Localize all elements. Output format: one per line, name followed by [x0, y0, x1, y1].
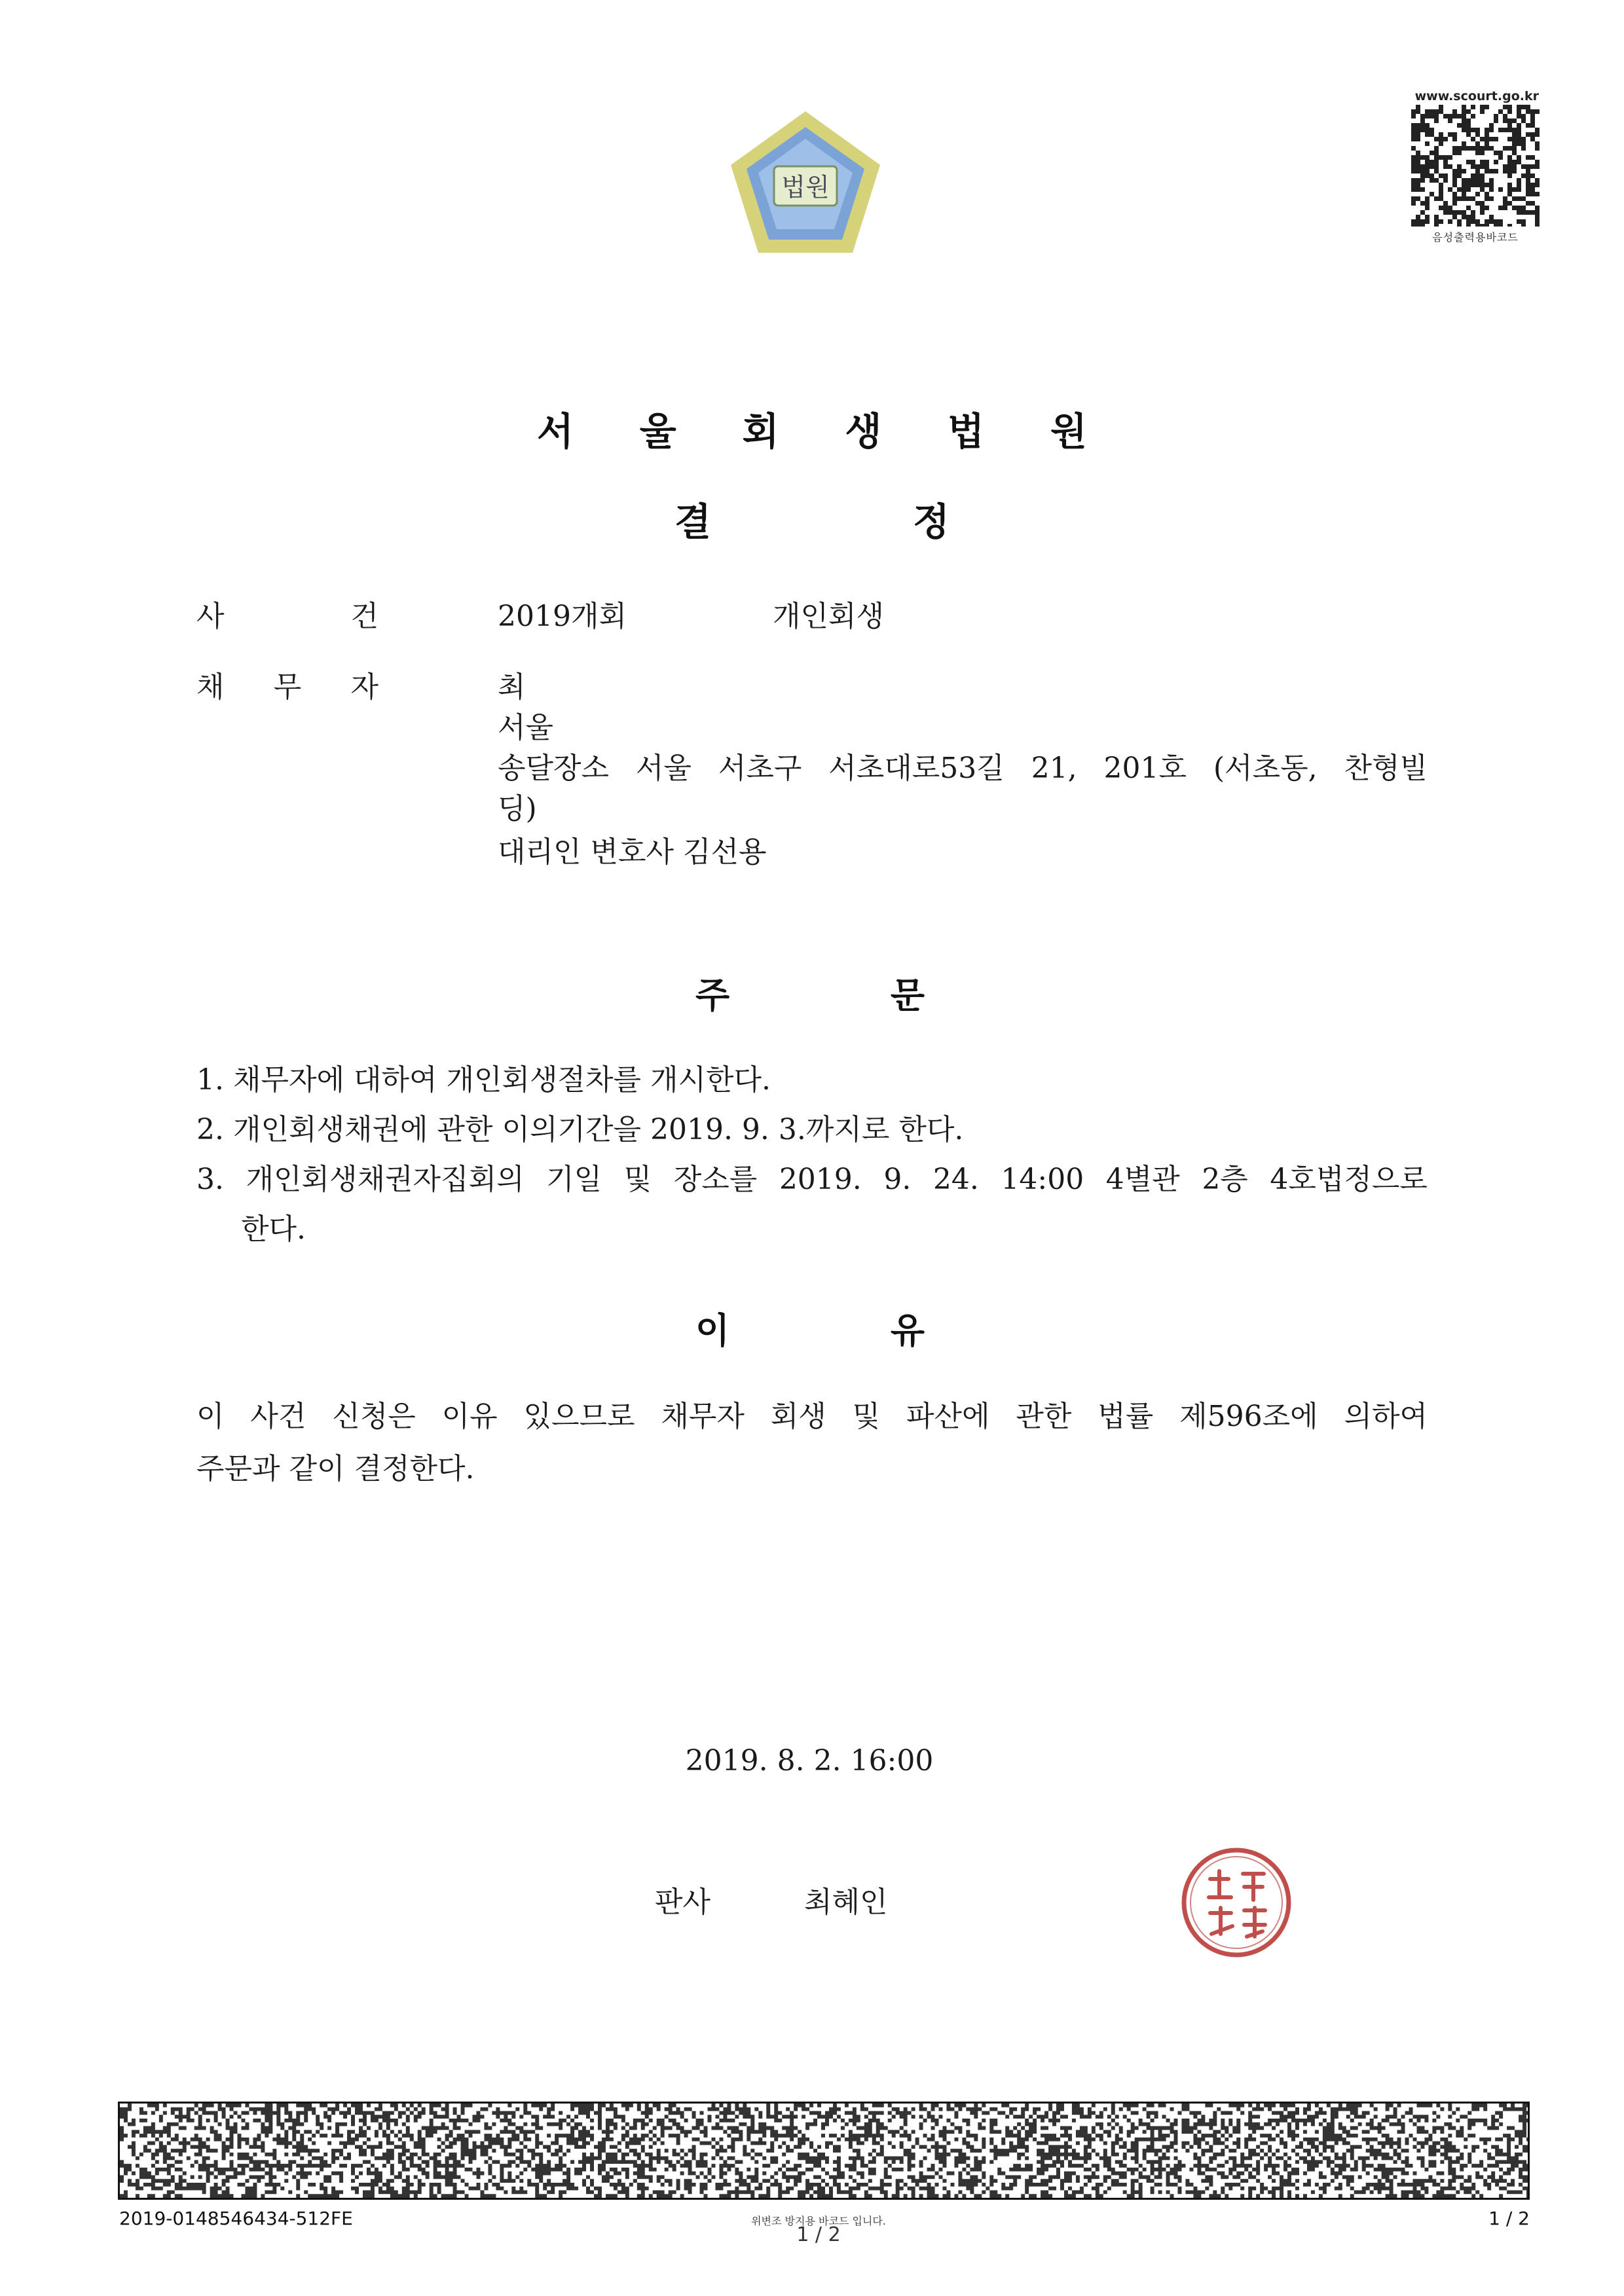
debtor-label — [196, 668, 378, 707]
reason-heading-char: 유 — [890, 1310, 925, 1351]
order-word: 4별관 — [1105, 1163, 1180, 1196]
emblem-text: 법원 — [781, 173, 830, 202]
reason-heading-char: 이 — [695, 1310, 730, 1351]
order-word: 9. — [883, 1163, 912, 1196]
delivery-address-line1 — [498, 749, 1428, 788]
reason-word: 및 — [852, 1400, 881, 1433]
reason-word: 제596조에 — [1179, 1400, 1318, 1433]
order-heading-char: 문 — [890, 975, 925, 1016]
order-word: 2층 — [1202, 1163, 1248, 1196]
court-name-char: 법 — [948, 409, 985, 454]
order-item-3-continued: 한다. — [241, 1212, 306, 1246]
document-id: 2019-0148546434-512FE — [119, 2208, 353, 2229]
case-label-char: 건 — [350, 600, 378, 633]
debtor-label-char: 무 — [273, 670, 302, 704]
case-label-char: 사 — [196, 600, 225, 633]
reason-word: 법률 — [1098, 1400, 1154, 1433]
case-type: 개인회생 — [773, 600, 885, 633]
debtor-city: 서울 — [498, 711, 554, 744]
legal-agent: 대리인 변호사 김선용 — [498, 835, 767, 869]
order-word: 24. — [932, 1163, 979, 1196]
barcode-note: 위변조 방지용 바코드 입니다. — [751, 2215, 886, 2227]
order-word: 및 — [623, 1163, 652, 1196]
order-word: 4호법정으로 — [1270, 1163, 1428, 1196]
delivery-word: 서초구 — [718, 752, 802, 785]
order-word: 기일 — [546, 1163, 602, 1196]
delivery-word: 201호 — [1103, 752, 1187, 785]
reason-word: 신청은 — [332, 1400, 416, 1433]
document-title — [674, 491, 950, 546]
case-number: 2019개회 — [498, 600, 627, 633]
reason-word: 이유 — [441, 1400, 498, 1433]
judge-title: 판사 — [655, 1886, 711, 1919]
delivery-word: 송달장소 — [498, 752, 610, 785]
debtor-name: 최 — [498, 670, 526, 704]
delivery-word: 서울 — [635, 752, 692, 785]
court-name — [537, 401, 1087, 456]
reason-word: 사건 — [250, 1400, 306, 1433]
anti-forgery-barcode-icon — [118, 2102, 1530, 2200]
order-item-1: 1. 채무자에 대하여 개인회생절차를 개시한다. — [196, 1063, 771, 1097]
order-item-3 — [196, 1160, 1428, 1199]
qr-code-icon — [1411, 105, 1540, 227]
reason-word: 파산에 — [906, 1400, 990, 1433]
order-word: 2019. — [779, 1163, 862, 1196]
court-emblem-icon — [728, 110, 883, 257]
judge-name: 최혜인 — [804, 1886, 888, 1919]
court-name-char: 서 — [537, 409, 574, 454]
delivery-word: 찬형빌 — [1344, 752, 1428, 785]
reason-line1 — [196, 1397, 1428, 1436]
decision-date: 2019. 8. 2. 16:00 — [685, 1744, 934, 1777]
debtor-label-char: 채 — [196, 670, 225, 704]
reason-line2: 주문과 같이 결정한다. — [196, 1452, 475, 1485]
delivery-address-line2: 딩) — [498, 792, 537, 826]
delivery-word: (서초동, — [1213, 752, 1318, 785]
page-number-right: 1 / 2 — [1488, 2208, 1530, 2229]
reason-word: 채무자 — [661, 1400, 745, 1433]
court-name-char: 원 — [1050, 409, 1087, 454]
case-label — [196, 597, 378, 636]
order-heading — [695, 968, 925, 1018]
court-name-char: 생 — [845, 409, 882, 454]
reason-word: 회생 — [770, 1400, 826, 1433]
delivery-word: 서초대로53길 — [828, 752, 1005, 785]
order-word: 14:00 — [1001, 1163, 1084, 1196]
title-char: 결 — [674, 500, 712, 544]
title-char: 정 — [912, 500, 950, 544]
order-word: 장소를 — [673, 1163, 758, 1196]
order-item-2: 2. 개인회생채권에 관한 이의기간을 2019. 9. 3.까지로 한다. — [196, 1113, 964, 1146]
reason-heading — [695, 1303, 925, 1353]
reason-word: 관한 — [1016, 1400, 1072, 1433]
reason-word: 이 — [196, 1400, 225, 1433]
court-website-url: www.scourt.go.kr — [1414, 89, 1539, 103]
order-word: 개인회생채권자집회의 — [246, 1163, 525, 1196]
order-word: 3. — [196, 1163, 224, 1196]
order-heading-char: 주 — [695, 975, 730, 1016]
judge-seal-icon — [1179, 1845, 1294, 1960]
reason-word: 있으므로 — [523, 1400, 635, 1433]
court-name-char: 울 — [639, 409, 676, 454]
delivery-word: 21, — [1031, 752, 1077, 785]
qr-caption: 음성출력용바코드 — [1432, 231, 1519, 244]
court-name-char: 회 — [742, 409, 779, 454]
page-number-center: 1 / 2 — [796, 2223, 841, 2246]
reason-word: 의하여 — [1344, 1400, 1428, 1433]
debtor-label-char: 자 — [350, 670, 378, 704]
